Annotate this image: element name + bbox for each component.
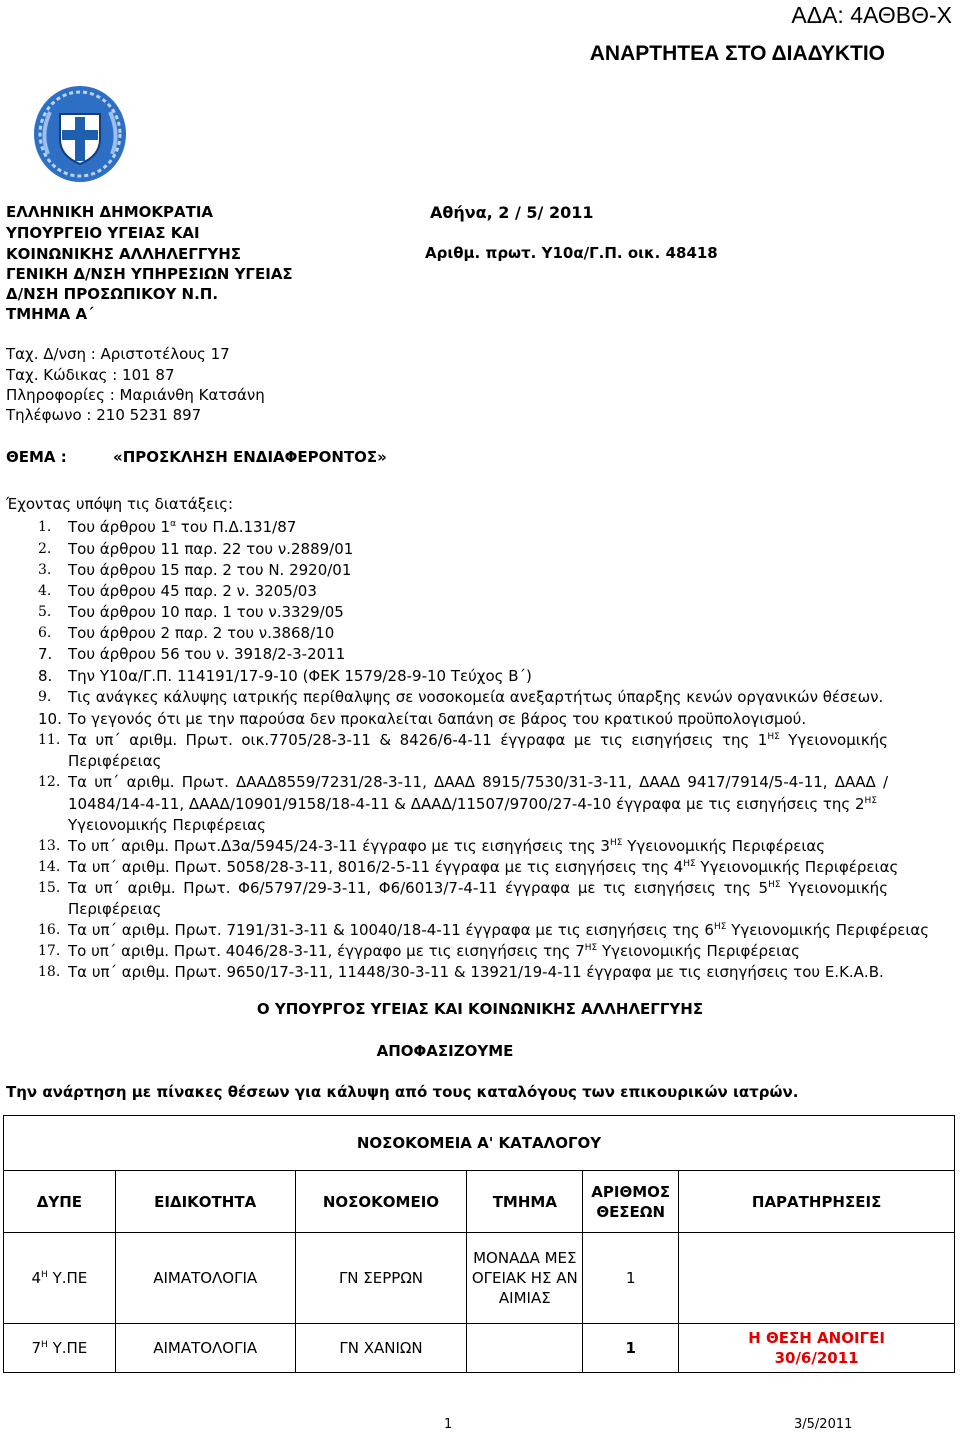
remarks-cell: Η ΘΕΣΗ ΑΝΟΙΓΕΙ 30/6/2011: [679, 1324, 955, 1373]
list-number: 3.: [38, 562, 52, 578]
intro-text: Έχοντας υπόψη τις διατάξεις:: [6, 495, 234, 513]
address-line: Ταχ. Δ/νση : Αριστοτέλους 17: [6, 345, 230, 363]
list-number: 15.: [38, 880, 61, 896]
ada-code: ΑΔΑ: 4ΑΘΒΘ-Χ: [791, 2, 952, 28]
list-item-continuation: 10484/14-4-11, ΔΑΑΔ/10901/9158/18-4-11 & ΔΑΑΔ/11507/9700/27-4-10 έγγραφα με τις εισηγήσεις της $2^{H\Sigma}$: [68, 795, 878, 813]
column-header: ΝΟΣΟΚΟΜΕΙΟ: [295, 1171, 467, 1233]
list-number: 9.: [38, 689, 52, 705]
greek-emblem-logo: [30, 84, 130, 188]
remarks-cell: [679, 1233, 955, 1324]
list-item: Του άρθρου 15 παρ. 2 του Ν. 2920/01: [68, 561, 352, 579]
dype-cell: $4^H$ Υ.ΠΕ: [4, 1233, 116, 1324]
header-line: ΤΜΗΜΑ Α΄: [6, 305, 94, 323]
minister-title: Ο ΥΠΟΥΡΓΟΣ ΥΓΕΙΑΣ ΚΑΙ ΚΟΙΝΩΝΙΚΗΣ ΑΛΛΗΛΕΓΓΥΗΣ: [256, 1000, 704, 1018]
hospital-cell: ΓΝ ΣΕΡΡΩΝ: [295, 1233, 467, 1324]
hospital-cell: ΓΝ ΧΑΝΙΩΝ: [295, 1324, 467, 1373]
address-line: Τηλέφωνο : 210 5231 897: [6, 406, 202, 424]
list-item: Τις ανάγκες κάλυψης ιατρικής περίθαλψης σε νοσοκομεία ανεξαρτήτως ύπαρξης κενών οργανικών θέσεων.: [68, 688, 884, 706]
column-header: ΔΥΠΕ: [4, 1171, 116, 1233]
address-line: Πληροφορίες : Μαριάνθη Κατσάνη: [6, 386, 265, 404]
department-cell: ΜΟΝΑΔΑ ΜΕΣΟΓΕΙΑΚ ΗΣ ΑΝΑΙΜΙΑΣ: [467, 1233, 583, 1324]
list-item: Τα υπ΄ αριθμ. Πρωτ. 5058/28-3-11, 8016/2-5-11 έγγραφα με τις εισηγήσεις της $4^{H\Sigma}$ Υγειονομικής Περιφέρειας: [68, 858, 899, 876]
list-number: 8.: [38, 667, 53, 685]
column-header: ΑΡΙΘΜΟΣ ΘΕΣΕΩΝ: [583, 1171, 679, 1233]
list-number: 12.: [38, 774, 61, 790]
subject-label: ΘΕΜΑ :: [6, 448, 67, 466]
list-item: Του άρθρου 10 παρ. 1 του ν.3329/05: [68, 603, 344, 621]
header-line: ΚΟΙΝΩΝΙΚΗΣ ΑΛΛΗΛΕΓΓΥΗΣ: [6, 245, 242, 263]
list-number: 1.: [38, 519, 52, 535]
list-item: Τα υπ΄ αριθμ. Πρωτ. ΔΑΑΔ8559/7231/28-3-11, ΔΑΑΔ 8915/7530/31-3-11, ΔΑΑΔ 9417/7914/5-4-11, ΔΑΑΔ /: [68, 773, 888, 791]
list-item: Το υπ΄ αριθμ. Πρωτ.Δ3α/5945/24-3-11 έγγραφο με τις εισηγήσεις της $3^{H\Sigma}$ Υγειονομικής Περιφέρειας: [68, 837, 826, 855]
list-item-continuation: Περιφέρειας: [68, 900, 162, 918]
list-number: 13.: [38, 838, 61, 854]
list-number: 10.: [38, 710, 62, 728]
list-number: 16.: [38, 922, 61, 938]
positions-cell: 1: [583, 1233, 679, 1324]
positions-cell: 1: [583, 1324, 679, 1373]
header-line: ΕΛΛΗΝΙΚΗ ΔΗΜΟΚΡΑΤΙΑ: [6, 203, 214, 221]
header-line: Δ/ΝΣΗ ΠΡΟΣΩΠΙΚΟΥ Ν.Π.: [6, 285, 219, 303]
header-line: ΥΠΟΥΡΓΕΙΟ ΥΓΕΙΑΣ ΚΑΙ: [6, 224, 200, 242]
header-line: ΓΕΝΙΚΗ Δ/ΝΣΗ ΥΠΗΡΕΣΙΩΝ ΥΓΕΙΑΣ: [6, 265, 293, 283]
list-item: Τα υπ΄ αριθμ. Πρωτ. 7191/31-3-11 & 10040/18-4-11 έγγραφα με τις εισηγήσεις της $6^{H\Sigma}$ Υγειονομικής Περιφέρειας: [68, 921, 930, 939]
decision-heading: ΑΠΟΦΑΣΙΖΟΥΜΕ: [376, 1042, 514, 1060]
column-header: ΕΙΔΙΚΟΤΗΤΑ: [115, 1171, 295, 1233]
decision-text: Την ανάρτηση με πίνακες θέσεων για κάλυψη από τους καταλόγους των επικουρικών ιατρών.: [6, 1083, 799, 1101]
list-number: 11.: [38, 732, 61, 748]
document-date: Αθήνα, 2 / 5/ 2011: [430, 203, 594, 222]
subject-text: «ΠΡΟΣΚΛΗΣΗ ΕΝΔΙΑΦΕΡΟΝΤΟΣ»: [113, 448, 387, 466]
list-item: Του άρθρου $1^\alpha$ του Π.Δ.131/87: [68, 518, 297, 536]
list-item: Του άρθρου 56 του ν. 3918/2-3-2011: [68, 645, 346, 663]
list-number: 18.: [38, 964, 61, 980]
list-number: 7.: [38, 645, 53, 663]
list-number: 6.: [38, 625, 52, 641]
protocol-number: Αριθμ. πρωτ. Υ10α/Γ.Π. οικ. 48418: [425, 244, 718, 262]
specialty-cell: ΑΙΜΑΤΟΛΟΓΙΑ: [115, 1324, 295, 1373]
list-item: Τα υπ΄ αριθμ. Πρωτ. Φ6/5797/29-3-11, Φ6/6013/7-4-11 έγγραφα με τις εισηγήσεις της $5^{H\Sigma}$ Υγειονομικής: [68, 879, 888, 897]
specialty-cell: ΑΙΜΑΤΟΛΟΓΙΑ: [115, 1233, 295, 1324]
footer-date: 3/5/2011: [794, 1417, 853, 1432]
page-number: 1: [444, 1417, 453, 1432]
column-header: ΤΜΗΜΑ: [467, 1171, 583, 1233]
list-item: Το γεγονός ότι με την παρούσα δεν προκαλείται δαπάνη σε βάρος του κρατικού προϋπολογισμού.: [68, 710, 807, 728]
column-header: ΠΑΡΑΤΗΡΗΣΕΙΣ: [679, 1171, 955, 1233]
list-item: Τα υπ΄ αριθμ. Πρωτ. 9650/17-3-11, 11448/30-3-11 & 13921/19-4-11 έγγραφα με τις εισηγήσεις του Ε.Κ.Α.Β.: [68, 963, 884, 981]
list-item: Του άρθρου 45 παρ. 2 ν. 3205/03: [68, 582, 317, 600]
department-cell: [467, 1324, 583, 1373]
table-row: [4, 1324, 955, 1373]
list-item: Του άρθρου 11 παρ. 22 του ν.2889/01: [68, 540, 354, 558]
list-item-continuation: Υγειονομικής Περιφέρειας: [68, 816, 266, 834]
list-item: Τα υπ΄ αριθμ. Πρωτ. οικ.7705/28-3-11 & 8426/6-4-11 έγγραφα με τις εισηγήσεις της $1^{H\Sigma}$ Υγειονομικής: [68, 731, 888, 749]
list-item: Το υπ΄ αριθμ. Πρωτ. 4046/28-3-11, έγγραφο με τις εισηγήσεις της $7^{H\Sigma}$ Υγειονομικής Περιφέρειας: [68, 942, 800, 960]
dype-cell: $7^H$ Υ.ΠΕ: [4, 1324, 116, 1373]
list-number: 14.: [38, 859, 61, 875]
list-number: 4.: [38, 583, 52, 599]
list-item: Του άρθρου 2 παρ. 2 του ν.3868/10: [68, 624, 335, 642]
list-number: 5.: [38, 604, 52, 620]
address-line: Ταχ. Κώδικας : 101 87: [6, 366, 175, 384]
list-number: 2.: [38, 541, 52, 557]
table-caption: ΝΟΣΟΚΟΜΕΙΑ Α' ΚΑΤΑΛΟΓΟΥ: [4, 1116, 955, 1171]
table-row: [4, 1233, 955, 1324]
list-item-continuation: Περιφέρειας: [68, 752, 162, 770]
publish-notice: ΑΝΑΡΤΗΤΕΑ ΣΤΟ ΔΙΑΔΥΚΤΙΟ: [589, 42, 885, 65]
list-number: 17.: [38, 943, 61, 959]
hospital-positions-table: [3, 1115, 955, 1373]
list-item: Την Υ10α/Γ.Π. 114191/17-9-10 (ΦΕΚ 1579/28-9-10 Τεύχος Β΄): [68, 667, 532, 685]
